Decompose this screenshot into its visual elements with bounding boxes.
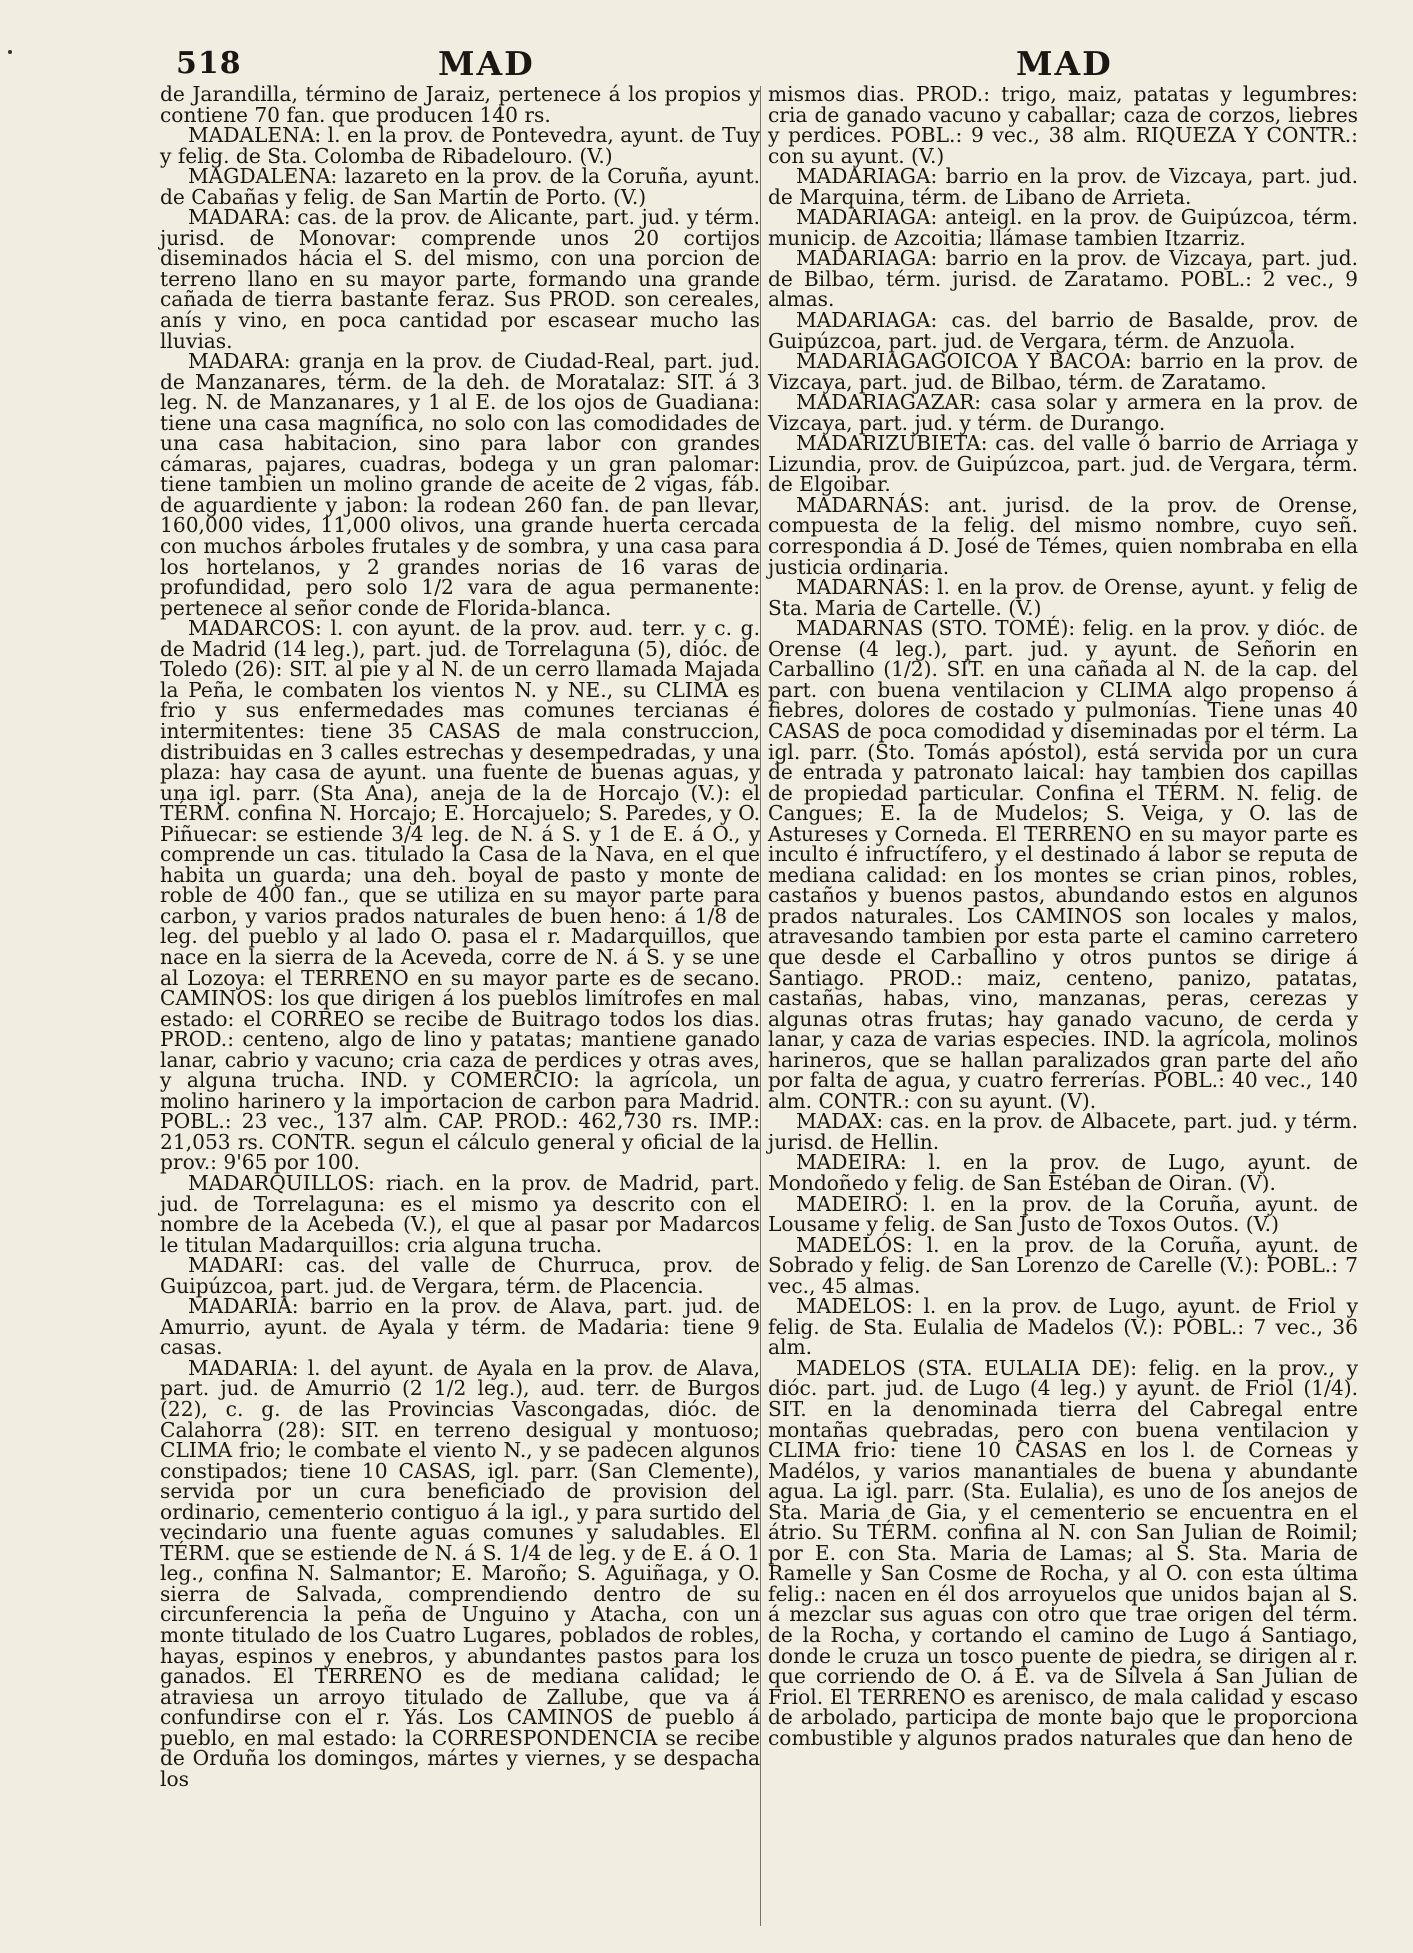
margin-dot [8,50,12,54]
entry-madarnas-sto-tome: MADARNAS (STO. TOMÉ): felig. en la prov. y dióc. de Orense (4 leg.), part. jud. y ayunt. de Señorin en Carballino (1/2). SIT. en una cañada al N. de la cap. del part. con buena ventilacion y CLIMA algo propenso á fiebres, dolores de costado y pulmonías. Tiene unas 40 CASAS de poca comodidad y diseminadas por el térm. La igl. parr. (Sto. Tomás apóstol), está servida por un cura de entrada y patronato laical: hay tambien dos capillas de propiedad particular. Confina el TÉRM. N. felig. de Cangues; E. la de Mudelos; S. Veiga, y O. las de Astureses y Corneda. El TERRENO en su mayor parte es inculto é infructífero, y el destinado á labor se reputa de mediana calidad: en los montes se crian pinos, robles, castaños y buenos pastos, abundando estos en algunos prados naturales. Los CAMINOS son locales y malos, atravesando tambien por esta parte el camino carretero que desde el Carballino y otros puntos se dirige á Santiago. PROD.: maiz, centeno, panizo, patatas, castañas, habas, vino, manzanas, peras, cerezas y algunas otras frutas; hay ganado vacuno, de cerda y lanar, y caza de varias especies. IND. la agrícola, molinos harineros, que se hallan paralizados gran parte del año por falta de agua, y cuatro ferrerías. POBL.: 40 vec., 140 alm. CONTR.: con su ayunt. (V). [768,616,1358,1113]
entry-madarnas-lugar: MADARNÁS: l. en la prov. de Orense, ayunt. y felig de Sta. Maria de Cartelle. (V.) [768,575,1358,620]
entry-madelos-coruna: MADELÓS: l. en la prov. de la Coruña, ayunt. de Sobrado y felig. de San Lorenzo de Carelle (V.): POBL.: 7 vec., 45 almas. [768,1232,1358,1298]
page-number: 518 [176,46,242,81]
entry-madarquillos: MADARQUILLOS: riach. en la prov. de Madrid, part. jud. de Torrelaguna: es el mismo ya descrito con el nombre de la Acebeda (V.), el que al pasar por Madarcos le titulan Madarquillos: cria alguna trucha. [160,1170,760,1257]
entry-madelos-lugo: MADELOS: l. en la prov. de Lugo, ayunt. de Friol y felig. de Sta. Eulalia de Madelos (V.): POBL.: 7 vec., 36 alm. [768,1294,1358,1360]
entry-continuation: mismos dias. PROD.: trigo, maiz, patatas y legumbres: cria de ganado vacuno y caballar; caza de corzos, liebres y perdices. POBL.: 9 vec., 38 alm. RIQUEZA Y CONTR.: con su ayunt. (V.) [768,82,1358,168]
running-head-left: MAD [438,44,535,83]
entry-madariaga-azcoitia: MADARIAGA: anteigl. en la prov. de Guipúzcoa, térm. municip. de Azcoitia; llámase tambien Itzarriz. [768,205,1358,250]
entry-madalena: MADALENA: l. en la prov. de Pontevedra, ayunt. de Tuy y felig. de Sta. Colomba de Ribadelouro. (V.) [160,123,760,168]
entry-madara-ciudad-real: MADARA: granja en la prov. de Ciudad-Real, part. jud. de Manzanares, térm. de la deh. de Moratalaz: SIT. á 3 leg. N. de Manzanares, y 1 al E. de los ojos de Guadiana: tiene una casa magnífica, no solo con las comodidades de una casa habitacion, sino para labor con grandes cámaras, pajares, cuadras, bodega y un gran palomar: tiene tambien un molino grande de aceite de 2 vigas, fáb. de aguardiente y jabon: la rodean 260 fan. de pan llevar, 160,000 vides, 11,000 olivos, una grande huerta cercada con muchos árboles frutales y de sombra, y una casa para los hortelanos, y 2 grandes norias de 16 varas de profundidad, pero solo 1/2 vara de agua permanente: pertenece al señor conde de Florida-blanca. [160,349,760,620]
entry-madelos-sta-eulalia: MADELOS (STA. EULALIA DE): felig. en la prov., y dióc. part. jud. de Lugo (4 leg.) y ayunt. de Friol (1/4). SIT. en la denominada tierra del Cabregal entre montañas quebradas, pero con buena ventilacion y CLIMA frio: tiene 10 CASAS en los l. de Corneas y Madélos, y varios manantiales de buena y abundante agua. La igl. parr. (Sta. Eulalia), es uno de los anejos de Sta. Maria de Gia, y el cementerio se encuentra en el átrio. Su TÉRM. confina al N. con San Julian de Roimil; por E. con Sta. Maria de Lamas; al S. Sta. Maria de Ramelle y San Cosme de Rocha, y al O. con esta última felig.: nacen en él dos arroyuelos que unidos bajan al S. á mezclar sus aguas con otro que trae origen del térm. de la Rocha, y cortando el camino de Lugo á Santiago, donde le cruza un tosco puente de piedra, se dirigen al r. que corriendo de O. á E. va de Silvela á San Julian de Friol. El TERRENO es arenisco, de mala calidad y escaso de arbolado, participa de monte bajo que le proporciona combustible y algunos prados naturales que dan heno de [768,1355,1358,1750]
entry-madeira: MADEIRA: l. en la prov. de Lugo, ayunt. de Mondoñedo y felig. de San Estéban de Oiran. (V). [768,1150,1358,1195]
left-column [160,84,760,1789]
entry-madara-alicante: MADARA: cas. de la prov. de Alicante, part. jud. y térm. jurisd. de Monovar: comprende unos 20 cortijos diseminados hácia el S. del mismo, con una porcion de terreno llano en su mayor parte, formando una grande cañada de tierra bastante feraz. Sus PROD. son cereales, anís y vino, en poca cantidad por escasear mucho las lluvias. [160,205,760,353]
right-column [768,84,1358,1748]
entry-madariaga-marquina: MADARIAGA: barrio en la prov. de Vizcaya, part. jud. de Marquina, térm. de Libano de Arrieta. [768,164,1358,209]
entry-continuation: de Jarandilla, término de Jaraiz, pertenece á los propios y contiene 70 fan. que producen 140 rs. [160,82,760,127]
entry-madarcos: MADARCOS: l. con ayunt. de la prov. aud. terr. y c. g. de Madrid (14 leg.), part. jud. de Torrelaguna (5), dióc. de Toledo (26): SIT. al pie y al N. de un cerro llamada Majada la Peña, le combaten los vientos N. y NE., su CLIMA es frio y sus enfermedades mas comunes tercianas é intermitentes: tiene 35 CASAS de mala construccion, distribuidas en 3 calles estrechas y desempedradas, y una plaza: hay casa de ayunt. una fuente de buenas aguas, y una igl. parr. (Sta Ana), aneja de la de Horcajo (V.): el TÉRM. confina N. Horcajo; E. Horcajuelo; S. Paredes, y O. Piñuecar: se estiende 3/4 leg. de N. á S. y 1 de E. á O., y comprende un cas. titulado la Casa de la Nava, en el que habita un guarda; una deh. boyal de pasto y monte de roble de 400 fan., que se utiliza en su mayor parte para carbon, y varios prados naturales de buen heno: á 1/8 de leg. del pueblo y al lado O. pasa el r. Madarquillos, que nace en la sierra de la Aceveda, corre de N. á S. y se une al Lozoya: el TERRENO en su mayor parte es de secano. CAMINOS: los que dirigen á los pueblos limítrofes en mal estado: el CORREO se recibe de Buitrago todos los dias. PROD.: centeno, algo de lino y patatas; mantiene ganado lanar, cabrio y vacuno; cria caza de perdices y otras aves, y alguna trucha. IND. y COMERCIO: la agrícola, un molino harinero y la importacion de carbon para Madrid. POBL.: 23 vec., 137 alm. CAP. PROD.: 462,730 rs. IMP.: 21,053 rs. CONTR. segun el cálculo general y oficial de la prov.: 9'65 por 100. [160,616,760,1175]
entry-madaria-lugar: MADARIA: l. del ayunt. de Ayala en la prov. de Alava, part. jud. de Amurrio (2 1/2 leg.), aud. terr. de Burgos (22), c. g. de las Provincias Vascongadas, dióc. de Calahorra (28): SIT. en terreno desigual y montuoso; CLIMA frio; le combate el viento N., y se padecen algunos constipados; tiene 10 CASAS, igl. parr. (San Clemente), servida por un cura beneficiado de provision del ordinario, cementerio contiguo á la igl., y para surtido del vecindario una fuente aguas comunes y saludables. El TÉRM. que se estiende de N. á S. 1/4 de leg. y de E. á O. 1 leg., confina N. Salmantor; E. Maroño; S. Aguiñaga, y O. sierra de Salvada, comprendiendo dentro de su circunferencia la peña de Unguino y Atacha, con un monte titulado de los Cuatro Lugares, poblados de robles, hayas, espinos y enebros, y abundantes pastos para los ganados. El TERRENO es de mediana calidad; le atraviesa un arroyo titulado de Zallube, que va á confundirse con el r. Yás. Los CAMINOS de pueblo á pueblo, en mal estado: la CORRESPONDENCIA se recibe de Orduña los domingos, mártes y viernes, y se despacha los [160,1355,760,1791]
entry-madari: MADARI: cas. del valle de Churruca, prov. de Guipúzcoa, part. jud. de Vergara, térm. de Placencia. [160,1253,760,1298]
column-rule [760,86,761,1926]
entry-madax: MADAX: cas. en la prov. de Albacete, part. jud. y térm. jurisd. de Hellin. [768,1109,1358,1154]
entry-madeiro: MADEIRO: l. en la prov. de la Coruña, ayunt. de Lousame y felig. de San Justo de Toxos Outos. (V.) [768,1191,1358,1237]
entry-madaria-barrio: MADARIA: barrio en la prov. de Alava, part. jud. de Amurrio, ayunt. de Ayala y térm. de Madaria: tiene 9 casas. [160,1294,760,1360]
entry-madarnas-jurisd: MADARNÁS: ant. jurisd. de la prov. de Orense, compuesta de la felig. del mismo nombre, cuyo señ. correspondia á D. José de Témes, quien nombraba en ella justicia ordinaria. [768,492,1358,579]
entry-madariaga-basalde: MADARIAGA: cas. del barrio de Basalde, prov. de Guipúzcoa, part. jud. de Vergara, térm. de Anzuola. [768,308,1358,353]
running-head-right: MAD [1016,44,1113,83]
entry-madariagazar: MADARIAGAZAR: casa solar y armera en la prov. de Vizcaya, part. jud. y térm. de Durango. [768,390,1358,435]
entry-madariaga-bilbao: MADARIAGA: barrio en la prov. de Vizcaya, part. jud. de Bilbao, térm. jurisd. de Zaratamo. POBL.: 2 vec., 9 almas. [768,246,1358,312]
entry-magdalena: MAGDALENA: lazareto en la prov. de la Coruña, ayunt. de Cabañas y felig. de San Martin de Porto. (V.) [160,164,760,209]
entry-madariagagoicoa: MADARIAGAGOICOA Y BACOA: barrio en la prov. de Vizcaya, part. jud. de Bilbao, térm. de Zaratamo. [768,349,1358,394]
entry-madarizubieta: MADARIZUBIETA: cas. del valle ó barrio de Arriaga y Lizundia, prov. de Guipúzcoa, part. jud. de Vergara, térm. de Elgoibar. [768,431,1359,497]
page-header [160,38,1343,84]
